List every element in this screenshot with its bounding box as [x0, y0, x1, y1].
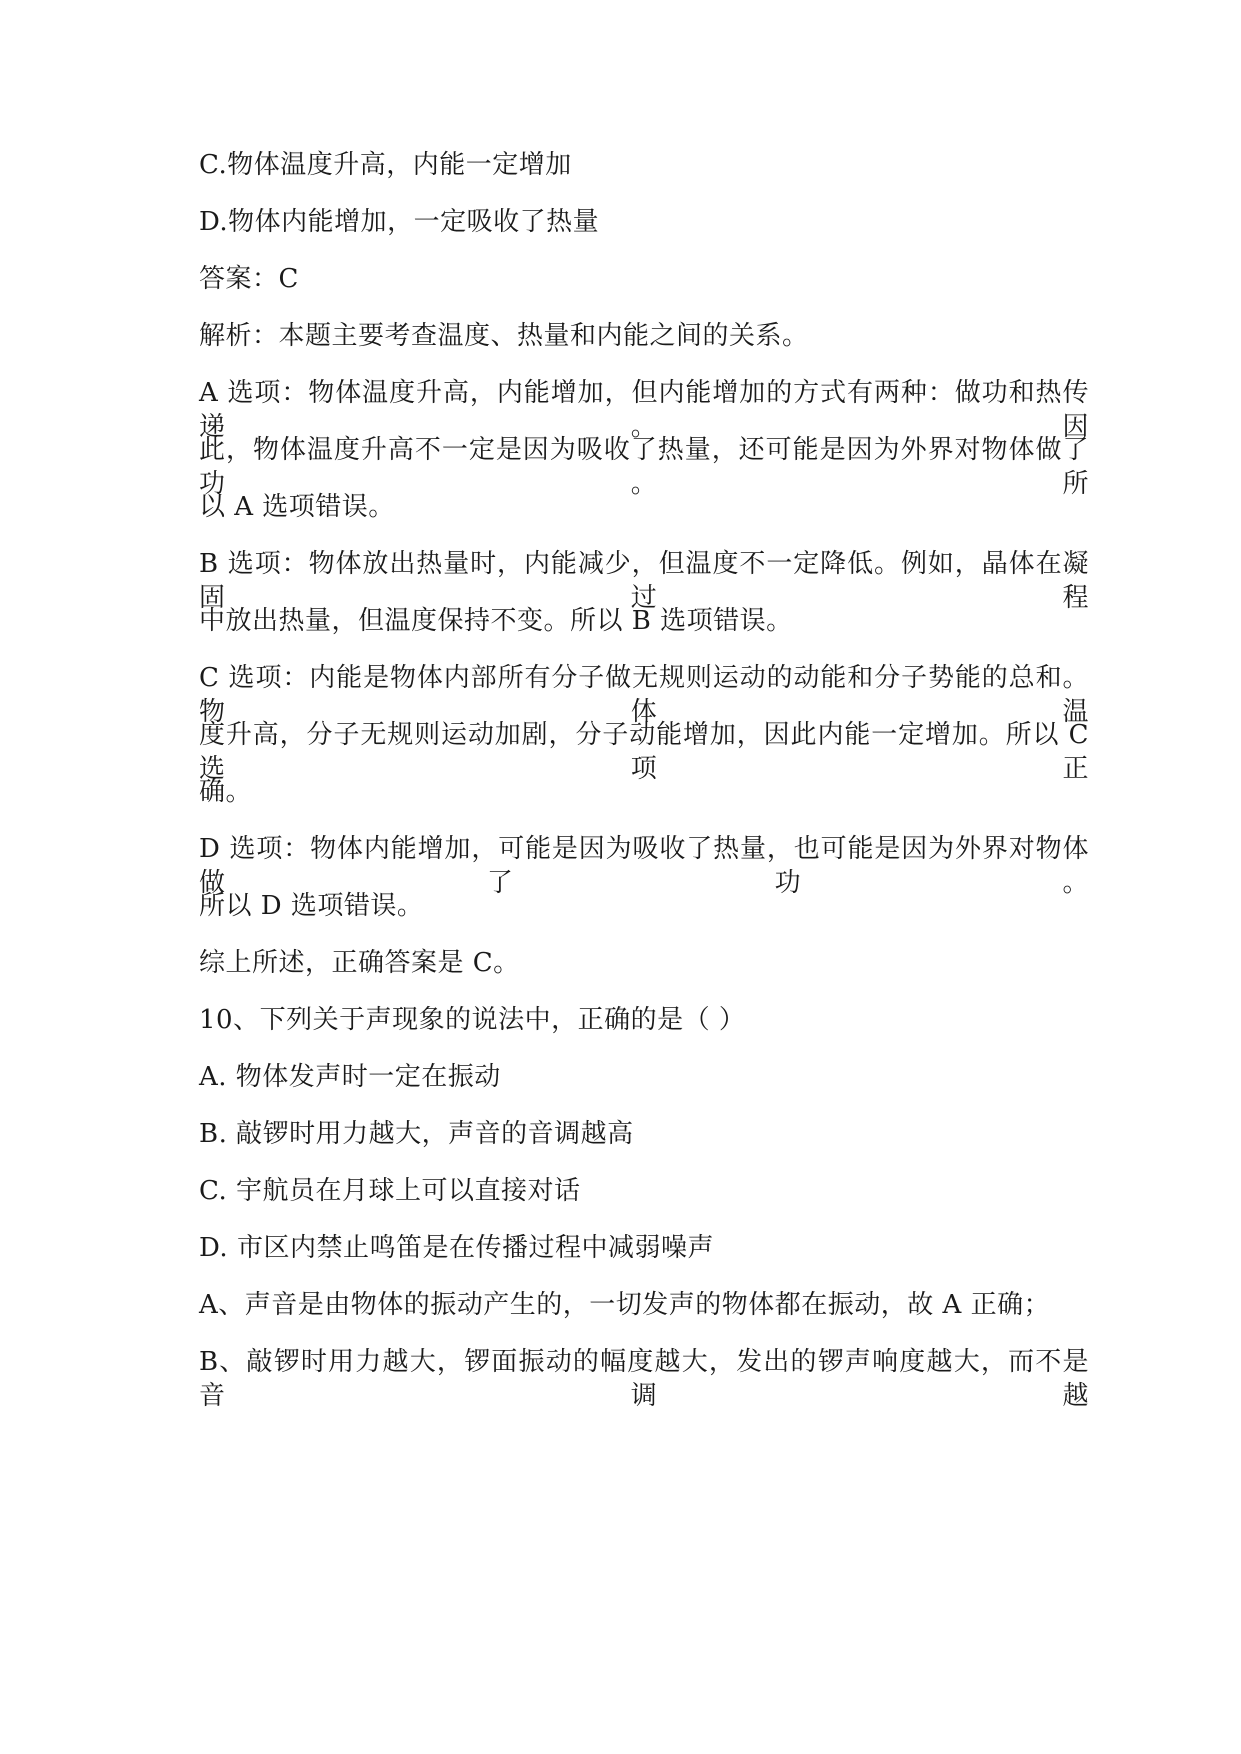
question-10-option-c: C. 宇航员在月球上可以直接对话 [199, 1176, 581, 1206]
analysis-c-line-3: 确。 [199, 777, 253, 807]
analysis-b-line-2: 中放出热量，但温度保持不变。所以 B 选项错误。 [199, 606, 793, 636]
explanation-a-line: A、声音是由物体的振动产生的，一切发声的物体都在振动，故 A 正确； [199, 1290, 1051, 1320]
option-c-line: C.物体温度升高，内能一定增加 [199, 150, 572, 180]
option-d-line: D.物体内能增加，一定吸收了热量 [199, 207, 600, 237]
analysis-a-line-3: 以 A 选项错误。 [199, 492, 395, 522]
answer-line: 答案：C [199, 264, 299, 294]
analysis-intro: 解析：本题主要考查温度、热量和内能之间的关系。 [199, 321, 809, 351]
analysis-b-line-1: B 选项：物体放出热量时，内能减少，但温度不一定降低。例如，晶体在凝固过程 [199, 549, 1089, 613]
analysis-d-line-1: D 选项：物体内能增加，可能是因为吸收了热量，也可能是因为外界对物体做了功。 [199, 834, 1089, 898]
question-10-option-a: A. 物体发声时一定在振动 [199, 1062, 501, 1092]
question-10-stem: 10、下列关于声现象的说法中，正确的是（ ） [199, 1005, 746, 1035]
analysis-c-line-2: 度升高，分子无规则运动加剧，分子动能增加，因此内能一定增加。所以 C 选项正 [199, 720, 1089, 784]
conclusion-line: 综上所述，正确答案是 C。 [199, 948, 520, 978]
analysis-a-line-1: A 选项：物体温度升高，内能增加，但内能增加的方式有两种：做功和热传递。因 [199, 378, 1089, 442]
question-10-option-d: D. 市区内禁止鸣笛是在传播过程中减弱噪声 [199, 1233, 714, 1263]
question-10-option-b: B. 敲锣时用力越大，声音的音调越高 [199, 1119, 634, 1149]
explanation-b-line: B、敲锣时用力越大，锣面振动的幅度越大，发出的锣声响度越大，而不是音调越 [199, 1347, 1089, 1411]
analysis-d-line-2: 所以 D 选项错误。 [199, 891, 424, 921]
analysis-a-line-2: 此，物体温度升高不一定是因为吸收了热量，还可能是因为外界对物体做了功。所 [199, 435, 1089, 499]
analysis-c-line-1: C 选项：内能是物体内部所有分子做无规则运动的动能和分子势能的总和。物体温 [199, 663, 1089, 727]
